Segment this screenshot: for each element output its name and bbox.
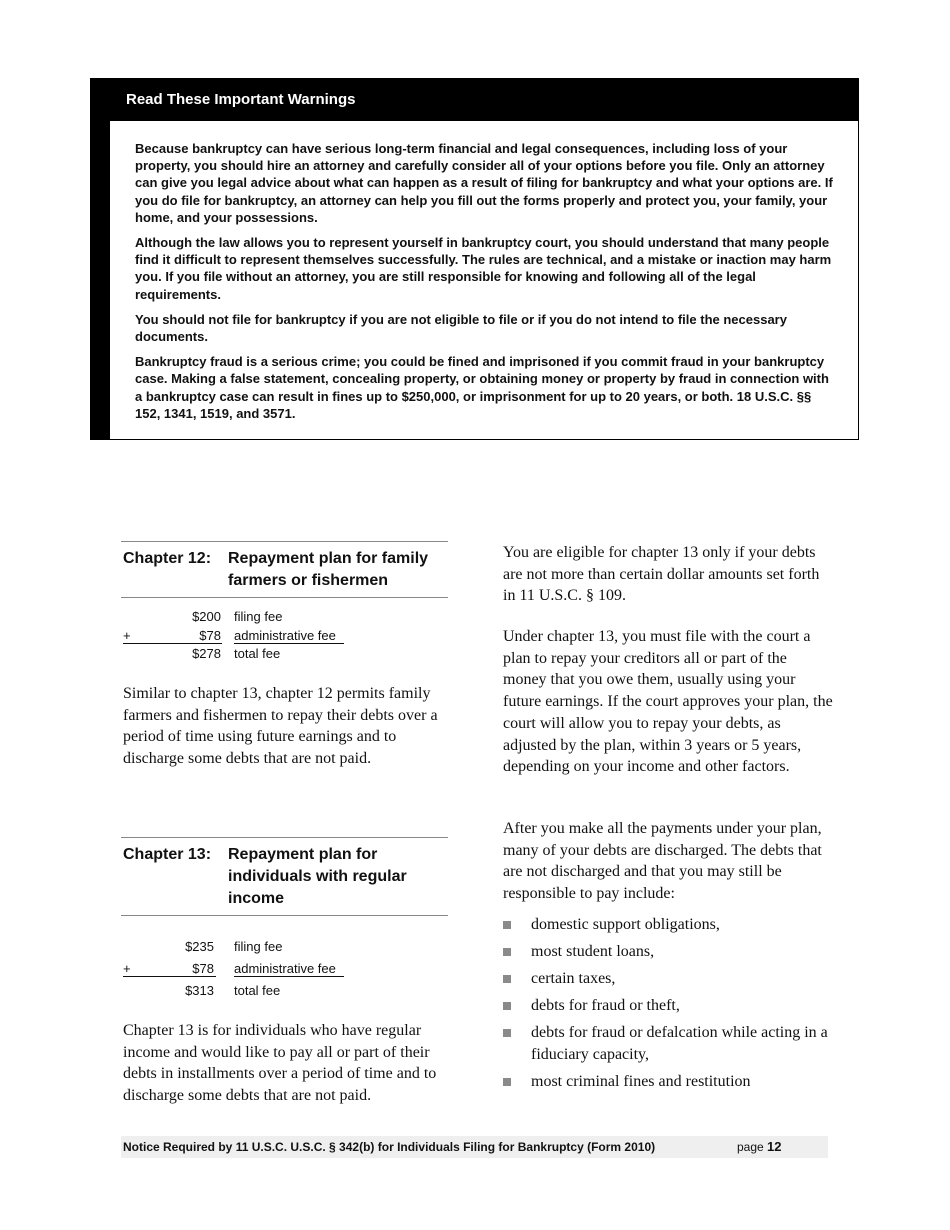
eligibility-paragraph: You are eligible for chapter 13 only if your debts are not more than certain dollar amounts set forth in 11 U.S.C. § 109. (503, 544, 820, 605)
square-bullet-icon (503, 948, 511, 956)
fee-description: total fee (234, 983, 281, 998)
fee-description: filing fee (234, 609, 283, 624)
warning-paragraph: Because bankruptcy can have serious long-term financial and legal consequences, including loss of your property, you should hire an attorney and carefully consider all of your options before you file. Only an attorney can give you legal advice about what can happen as a result of filing for bankruptcy and what your options are. If you do file for bankruptcy, an attorney can help you fill out the forms properly and protect you, your family, your home, and your possessions. (135, 141, 833, 225)
page-label: page (737, 1140, 764, 1154)
square-bullet-icon (503, 1029, 511, 1037)
list-item: debts for fraud or theft, (503, 995, 833, 1017)
chapter12-description: Similar to chapter 13, chapter 12 permits family farmers and fishermen to repay their debts over a period of time using future earnings and to discharge some debts that are not paid. (123, 685, 438, 768)
divider (121, 915, 448, 916)
fee-underline (234, 643, 344, 644)
chapter12-label: Chapter 12: (123, 550, 212, 567)
square-bullet-icon (503, 975, 511, 983)
fee-amount: $313 (185, 983, 214, 998)
fee-description: administrative fee (234, 628, 336, 643)
fee-plus: + (123, 628, 131, 643)
list-item: debts for fraud or defalcation while acting in a fiduciary capacity, (503, 1022, 833, 1065)
fee-underline (234, 976, 344, 977)
fee-underline (123, 976, 216, 977)
square-bullet-icon (503, 1002, 511, 1010)
footer-text: Notice Required by 11 U.S.C. U.S.C. § 342(b) for Individuals Filing for Bankruptcy (Form 2010) (123, 1140, 656, 1154)
fee-plus: + (123, 961, 131, 976)
chapter13-title: Repayment plan for individuals with regular income (228, 846, 407, 907)
divider (121, 837, 448, 838)
chapter12-title: Repayment plan for family farmers or fishermen (228, 550, 429, 589)
warning-side-bar (91, 121, 110, 439)
fee-amount: $78 (199, 628, 221, 643)
warning-title: Read These Important Warnings (91, 79, 858, 121)
square-bullet-icon (503, 1078, 511, 1086)
plan-paragraph: Under chapter 13, you must file with the court a plan to repay your creditors all or part of the money that you owe them, usually using your future earnings. If the court approves your plan, the court will allow you to repay your debts, as adjusted by the plan, within 3 years or 5 years, depending on your income and other factors. (503, 628, 833, 776)
fee-amount: $278 (192, 646, 221, 661)
fee-amount: $200 (192, 609, 221, 624)
fee-description: total fee (234, 646, 281, 661)
list-item: domestic support obligations, (503, 914, 833, 936)
fee-amount: $78 (192, 961, 214, 976)
list-item: certain taxes, (503, 968, 833, 990)
divider (121, 541, 448, 542)
divider (121, 597, 448, 598)
warning-body (135, 140, 835, 430)
warning-paragraph: Although the law allows you to represent yourself in bankruptcy court, you should understand that many people find it difficult to represent themselves successfully. The rules are technical, and a mistake or inaction may harm you. If you file without an attorney, you are still responsible for knowing and following all of the legal requirements. (135, 235, 832, 302)
list-item: most criminal fines and restitution (503, 1071, 833, 1093)
warning-paragraph: Bankruptcy fraud is a serious crime; you could be fined and imprisoned if you commit fraud in your bankruptcy case. Making a false statement, concealing property, or obtaining money or property by fraud in connection with a bankruptcy case can result in fines up to $250,000, or imprisonment for up to 20 years, or both. 18 U.S.C. §§ 152, 1341, 1519, and 3571. (135, 354, 829, 421)
fee-description: filing fee (234, 939, 283, 954)
fee-underline (123, 643, 222, 644)
list-item: most student loans, (503, 941, 833, 963)
fee-amount: $235 (185, 939, 214, 954)
warning-box (90, 78, 859, 440)
page-footer (121, 1136, 828, 1158)
chapter13-description: Chapter 13 is for individuals who have regular income and would like to pay all or part of their debts in installments over a period of time and to discharge some debts that are not paid. (123, 1022, 437, 1105)
nondischargeable-debts-list (503, 914, 833, 1098)
warning-paragraph: You should not file for bankruptcy if you are not eligible to file or if you do not intend to file the necessary documents. (135, 311, 787, 345)
square-bullet-icon (503, 921, 511, 929)
page-number: 12 (767, 1139, 782, 1154)
fee-description: administrative fee (234, 961, 336, 976)
chapter13-label: Chapter 13: (123, 846, 212, 863)
discharge-paragraph: After you make all the payments under your plan, many of your debts are discharged. The debts that are not discharged and that you may still be responsible to pay include: (503, 820, 822, 903)
page-indicator (737, 1136, 782, 1158)
